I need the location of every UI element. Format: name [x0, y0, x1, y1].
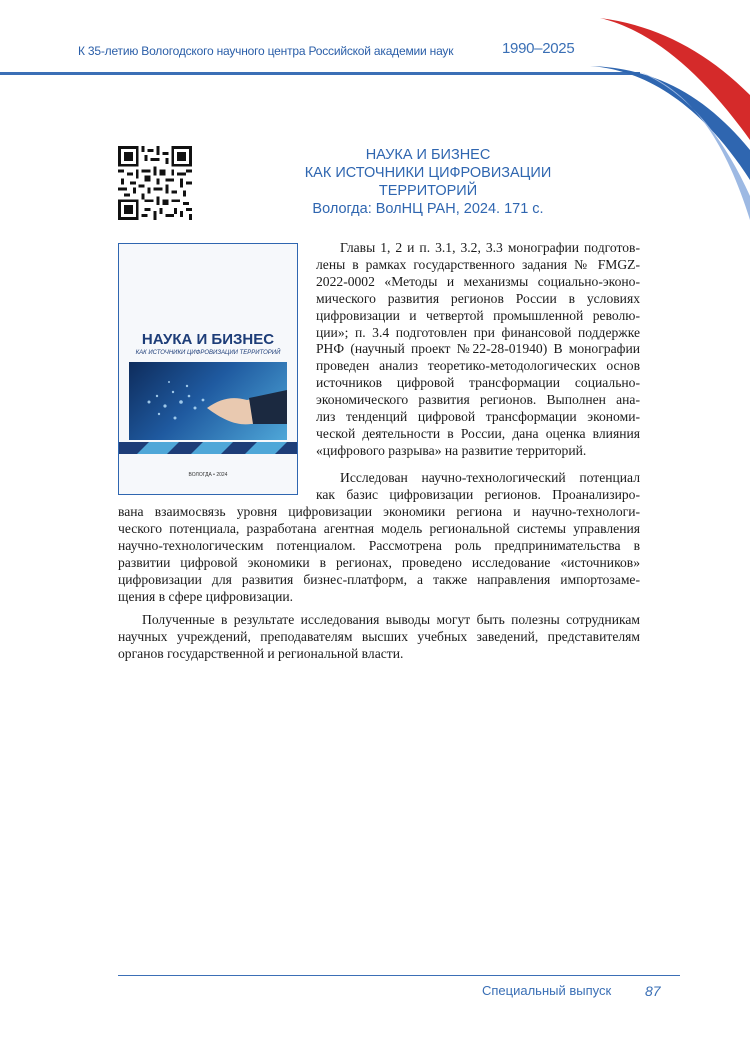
text-line: как базис цифровизации регионов. Проанализиро- [316, 486, 640, 502]
text-line: ции»; п. 3.4 подготовлен при финансовой поддержке [316, 324, 640, 340]
text-line: цифровизации и четвертой промышленной револю- [316, 307, 640, 323]
text-line: «цифрового разрыва» на развитие территорий. [316, 442, 587, 458]
book-cover [118, 243, 298, 495]
text-line: вана взаимосвязь уровня цифровизации экономики региона и научно-технологи- [118, 504, 640, 519]
paragraph-abstract [316, 240, 640, 460]
paragraph-research-start [316, 470, 640, 504]
header-rule [0, 72, 640, 75]
anniversary-years: 1990–2025 [502, 40, 575, 57]
footer-issue: Специальный выпуск [482, 983, 612, 998]
cover-title: НАУКА И БИЗНЕС [141, 331, 275, 348]
text-line: проведен анализ теоретико-методологических основ [316, 358, 640, 374]
text-line: лиз тенденций цифровой трансформации экономи- [316, 409, 640, 425]
book-publication: Вологда: ВолНЦ РАН, 2024. 171 с. [312, 201, 544, 217]
text-line: РНФ (научный проект №22-28-01940) В монографии [316, 341, 640, 357]
cover-stripes [119, 442, 297, 454]
text-line: экономического развития регионов. Выполнен ана- [316, 392, 640, 408]
text-line: Исследован научно-технологический потенциал [340, 470, 640, 485]
text-line: научных учреждений, преподавателям высших учебных заведений, представителям [118, 628, 640, 644]
book-title-line2: КАК ИСТОЧНИКИ ЦИФРОВИЗАЦИИ ТЕРРИТОРИЙ [304, 165, 552, 199]
text-line: цифровизации для развития бизнес-платформ, а также направления импортозаме- [118, 571, 640, 587]
handshake-image-icon [129, 362, 287, 440]
text-line: Полученные в результате исследования выводы могут быть полезны сотрудникам [142, 612, 640, 627]
text-line: органов государственной и региональной власти. [118, 645, 404, 661]
paragraph-conclusion [118, 612, 640, 663]
text-line: источников цифровой трансформации социально- [316, 375, 640, 391]
qr-code-icon[interactable] [118, 146, 192, 220]
text-line: развитии цифровой экономики в регионах, проведено исследование «источников» [118, 554, 640, 570]
paragraph-research-cont [118, 504, 640, 605]
text-line: ческой деятельности в России, дана оценка влияния [316, 425, 640, 441]
text-line: ческого потенциала, разработана агентная модель региональной системы управления [118, 520, 640, 536]
ribbon-decoration-icon [580, 0, 750, 230]
text-line: 2022-0002 «Методы и механизмы социально-эконо- [316, 273, 640, 289]
text-line: научно-технологическим потенциалом. Рассмотрена роль предпринимательства в [118, 537, 640, 553]
cover-subtitle: КАК ИСТОЧНИКИ ЦИФРОВИЗАЦИИ ТЕРРИТОРИЙ [135, 350, 281, 356]
text-line: щения в сфере цифровизации. [118, 588, 294, 604]
book-title-line1: НАУКА И БИЗНЕС [365, 147, 491, 163]
footer-rule [118, 975, 680, 976]
cover-city-year: ВОЛОГДА • 2024 [188, 472, 228, 478]
book-title-block [260, 146, 596, 218]
page-number: 87 [645, 983, 661, 999]
text-line: лены в рамках государственного задания № FMGZ- [316, 256, 640, 272]
text-line: Главы 1, 2 и п. 3.1, 3.2, 3.3 монографии подготов- [340, 240, 640, 255]
text-line: мического развития регионов России в условиях [316, 290, 640, 306]
running-header: К 35-летию Вологодского научного центра Российской академии наук [78, 44, 454, 58]
